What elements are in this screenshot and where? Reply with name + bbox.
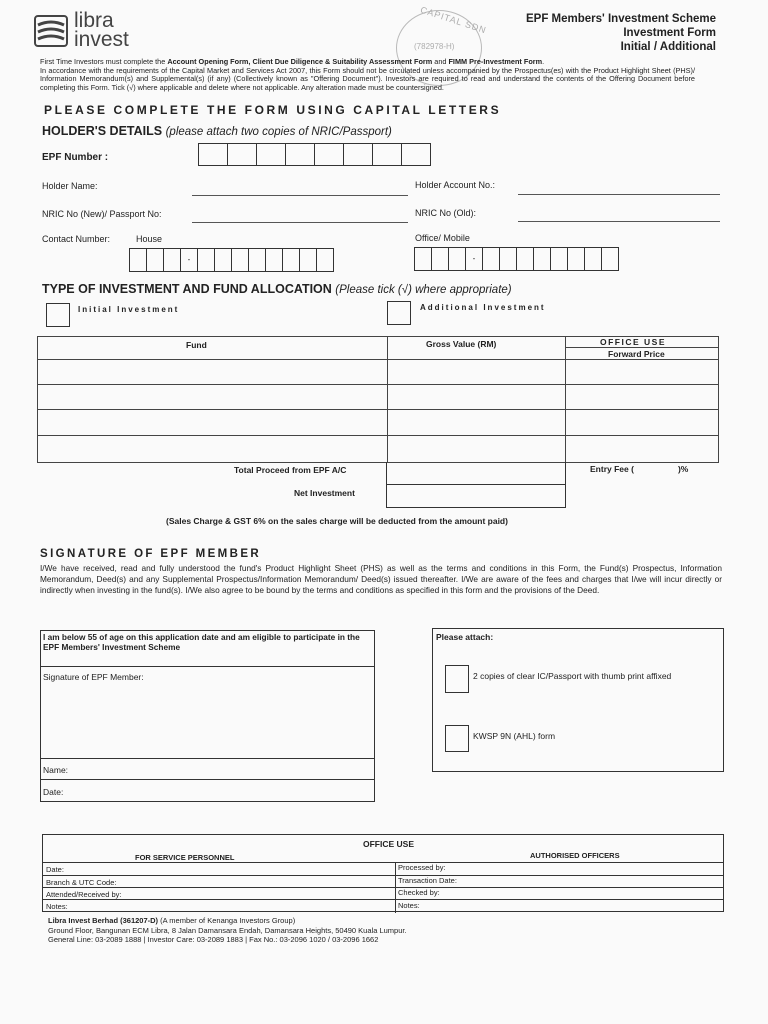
- office-notes-left-label: Notes:: [46, 902, 68, 911]
- authorised-officers-heading: AUTHORISED OFFICERS: [530, 851, 620, 860]
- footer-address: Ground Floor, Bangunan ECM Libra, 8 Jalan Damansara Endah, Damansara Heights, 50490 Kuala Lumpur.: [48, 926, 407, 935]
- col-fund: Fund: [186, 340, 207, 350]
- holder-name-label: Holder Name:: [42, 181, 98, 191]
- fund-allocation-table: [37, 336, 719, 463]
- office-processed-label: Processed by:: [398, 863, 446, 872]
- signature-field[interactable]: [41, 667, 374, 791]
- libra-scale-icon: [34, 15, 68, 47]
- nric-old-label: NRIC No (Old):: [415, 208, 477, 218]
- initial-investment-label: Initial Investment: [78, 305, 180, 314]
- stamp-text: CAPITAL SDN: [419, 4, 488, 36]
- nric-new-label: NRIC No (New)/ Passport No:: [42, 209, 162, 219]
- office-use-heading: OFFICE USE: [363, 839, 415, 849]
- logo-text-libra: libra: [74, 9, 114, 32]
- net-investment-label: Net Investment: [294, 488, 355, 498]
- investment-heading: TYPE OF INVESTMENT AND FUND ALLOCATION (Please tick (√) where appropriate): [42, 282, 512, 296]
- sales-charge-note: (Sales Charge & GST 6% on the sales charge will be deducted from the amount paid): [166, 516, 508, 526]
- office-date-label: Date:: [46, 865, 64, 874]
- office-phone-dash: -: [466, 247, 483, 271]
- nric-new-field[interactable]: [192, 222, 408, 223]
- logo-text-invest: invest: [74, 28, 129, 51]
- epf-number-label: EPF Number :: [42, 152, 109, 163]
- form-title-type: Initial / Additional: [620, 41, 716, 53]
- holder-name-field[interactable]: [192, 195, 408, 196]
- epf-number-input[interactable]: [198, 143, 431, 166]
- declaration-text: I/We have received, read and fully understood the fund's Product Highlight Sheet (PHS) as well as the terms and conditions in this Form, the Fund(s) Prospectus, Information Memorandum, Deed(s) and any Supplemental Prospectus/Information Memorandum/ Deed(s) issued thereafter. I/We are aware of the fees and charges that I/we will incur directly or indirectly when investing in the fund(s). I/We also agree to be bound by the terms and conditions as specified in this form and the provisions of the Deed.: [40, 563, 722, 595]
- nric-old-field[interactable]: [518, 221, 720, 222]
- additional-investment-label: Additional Investment: [420, 303, 546, 312]
- total-proceed-label: Total Proceed from EPF A/C: [234, 465, 347, 475]
- logo: [34, 9, 144, 52]
- office-branch-label: Branch & UTC Code:: [46, 878, 117, 887]
- office-checked-label: Checked by:: [398, 888, 440, 897]
- contact-number-label: Contact Number:: [42, 234, 111, 244]
- holder-details-heading: HOLDER'S DETAILS (please attach two copies of NRIC/Passport): [42, 124, 392, 138]
- attachments-panel: [432, 628, 724, 772]
- footer-company: Libra Invest Berhad (361207-D) (A member of Kenanga Investors Group): [48, 916, 296, 925]
- footer-contact: General Line: 03-2089 1888 | Investor Care: 03-2089 1883 | Fax No.: 03-2096 1020 / 03-2096 1662: [48, 935, 379, 944]
- house-phone-dash: -: [181, 248, 198, 272]
- intro-first-time: First Time Investors must complete the Account Opening Form, Client Due Diligence & Suitability Assessment Form and FIMM Pre-Investment Form.: [40, 57, 545, 66]
- holder-account-label: Holder Account No.:: [415, 180, 496, 190]
- stamp-reg: (782978-H): [414, 42, 455, 51]
- date-label: Date:: [43, 787, 64, 797]
- intro-paragraph: In accordance with the requirements of the Capital Market and Services Act 2007, this Form should not be circulated unless accompanied by the Prospectus(es) with the Product Highlight Sheet (PHS)/ Information Memorandum(s) and Supplemental(s) (if any) (Collectively known as "Offering Document"). Investors are required to read and understand the contents of the Offering Document before completing this Form. Tick (√) where applicable and delete where not applicable. Any alteration made must be countersigned.: [40, 65, 695, 93]
- eligibility-statement: I am below 55 of age on this application date and am eligible to participate in the EPF Members' Investment Scheme: [43, 632, 360, 652]
- service-personnel-heading: FOR SERVICE PERSONNEL: [135, 853, 235, 862]
- member-signature-panel: [40, 630, 375, 802]
- house-label: House: [136, 234, 163, 244]
- additional-investment-checkbox[interactable]: [387, 301, 411, 325]
- attach-ic-checkbox[interactable]: [445, 665, 469, 693]
- office-transaction-label: Transaction Date:: [398, 876, 457, 885]
- office-notes-right-label: Notes:: [398, 901, 420, 910]
- intro-notice: [40, 58, 695, 93]
- col-gross-value: Gross Value (RM): [426, 339, 497, 349]
- total-proceed-field[interactable]: [386, 462, 566, 508]
- office-use-panel: [42, 834, 724, 912]
- capitals-heading: PLEASE COMPLETE THE FORM USING CAPITAL LETTERS: [44, 103, 502, 117]
- office-attended-label: Attended/Received by:: [46, 890, 122, 899]
- attach-ic-label: 2 copies of clear IC/Passport with thumb print affixed: [473, 671, 672, 681]
- col-office-use: OFFICE USE: [600, 337, 667, 347]
- holder-account-field[interactable]: [518, 194, 720, 195]
- form-title-investment: Investment Form: [623, 27, 716, 39]
- name-label: Name:: [43, 765, 69, 775]
- entry-fee-label: Entry Fee ( )%: [590, 464, 689, 474]
- signature-heading: SIGNATURE OF EPF MEMBER: [40, 548, 262, 560]
- form-title-scheme: EPF Members' Investment Scheme: [526, 13, 716, 25]
- office-mobile-label: Office/ Mobile: [415, 233, 470, 243]
- initial-investment-checkbox[interactable]: [46, 303, 70, 327]
- attach-kwsp-checkbox[interactable]: [445, 725, 469, 752]
- office-phone-input[interactable]: [414, 247, 619, 271]
- col-forward-price: Forward Price: [608, 349, 665, 359]
- signature-label: Signature of EPF Member:: [43, 672, 144, 682]
- attach-kwsp-label: KWSP 9N (AHL) form: [473, 731, 556, 741]
- house-phone-input[interactable]: [129, 248, 334, 272]
- please-attach-label: Please attach:: [436, 632, 494, 642]
